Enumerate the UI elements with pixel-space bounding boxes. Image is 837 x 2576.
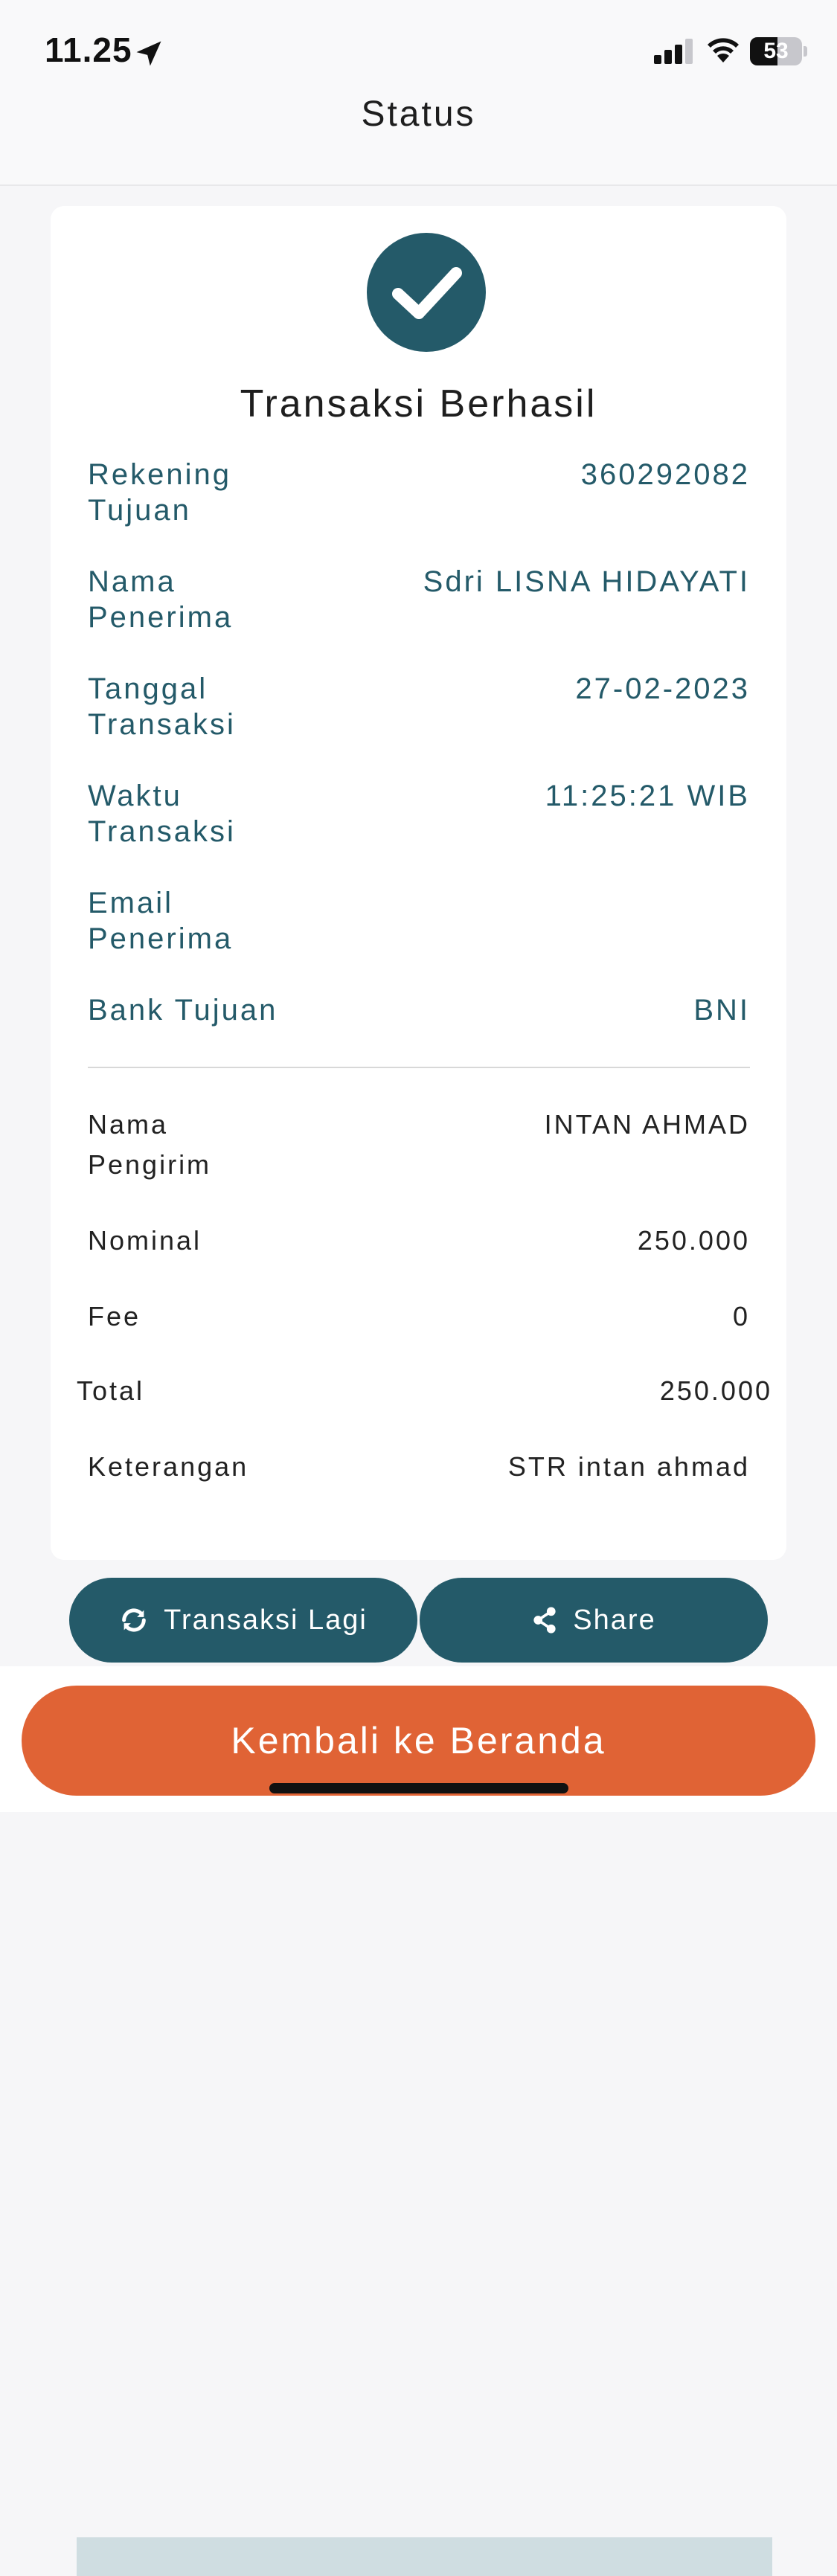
row-label: Fee (88, 1301, 141, 1332)
row-value: 360292082 (580, 458, 750, 491)
status-bar (0, 0, 837, 100)
transaksi-lagi-label: Transaksi Lagi (164, 1604, 368, 1636)
row-value: STR intan ahmad (507, 1451, 750, 1482)
row-label: Rekening Tujuan (88, 458, 232, 527)
share-icon (531, 1606, 558, 1634)
row-value: BNI (693, 994, 750, 1027)
row-label: Nominal (88, 1225, 202, 1256)
divider (88, 1067, 750, 1068)
row-value: 27-02-2023 (575, 672, 750, 705)
wifi-icon (705, 36, 741, 64)
status-time: 11.25 (45, 30, 132, 69)
transaction-status-title: Transaksi Berhasil (240, 382, 597, 425)
share-label: Share (573, 1604, 656, 1636)
total-highlight (77, 2537, 772, 2576)
row-label: Nama Pengirim (88, 1109, 212, 1180)
row-value: 0 (732, 1301, 750, 1332)
kembali-ke-beranda-button[interactable]: Kembali ke Beranda (22, 1686, 815, 1796)
refresh-icon (119, 1605, 149, 1635)
battery-icon (750, 37, 802, 65)
success-badge (367, 233, 486, 352)
row-label: Email Penerima (88, 887, 234, 955)
row-label: Bank Tujuan (88, 994, 278, 1027)
action-buttons (0, 1578, 837, 1664)
nav-bar (0, 94, 837, 186)
row-label: Tanggal Transaksi (88, 672, 236, 741)
row-label: Keterangan (88, 1451, 249, 1482)
page-title: Status (361, 94, 476, 134)
battery-cap (804, 46, 807, 57)
receipt-card (51, 206, 786, 1560)
location-arrow-icon (132, 37, 165, 70)
home-indicator (269, 1783, 568, 1793)
row-value: 11:25:21 WIB (545, 780, 750, 812)
battery-percentage: 53 (763, 39, 789, 63)
transaksi-lagi-button[interactable] (69, 1578, 417, 1663)
row-label: Total (77, 1375, 145, 1406)
row-value: 250.000 (637, 1225, 750, 1256)
row-label: Waktu Transaksi (88, 780, 236, 848)
row-label: Nama Penerima (88, 565, 234, 634)
checkmark-icon (367, 233, 486, 352)
row-value: Sdri LISNA HIDAYATI (423, 565, 750, 598)
signal-icon (654, 39, 694, 64)
row-value: INTAN AHMAD (544, 1109, 750, 1140)
share-button[interactable] (420, 1578, 768, 1663)
row-value: 250.000 (659, 1375, 772, 1406)
